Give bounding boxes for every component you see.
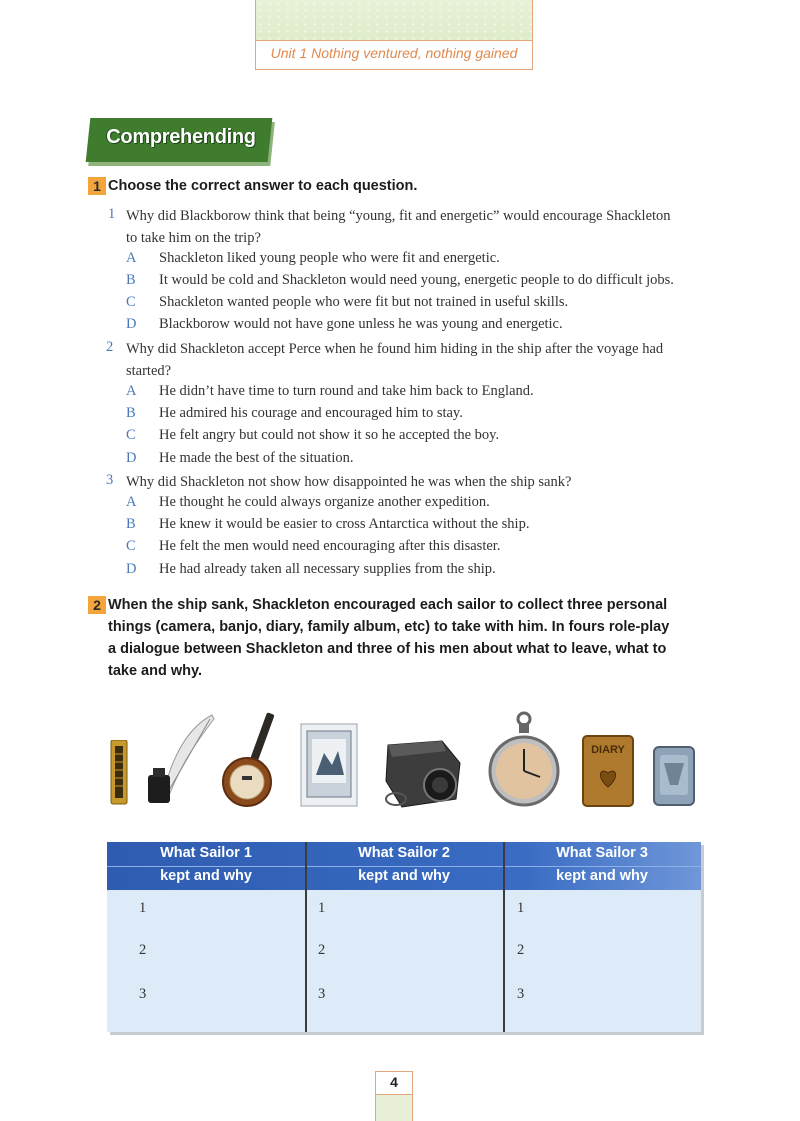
diary-icon: [582, 735, 634, 807]
row-number: 2: [139, 942, 147, 958]
question-number: 3: [106, 472, 114, 488]
row-number: 2: [318, 942, 326, 958]
exercise-1-instruction: Choose the correct answer to each question.: [108, 178, 418, 194]
camera-icon: [382, 737, 468, 811]
option-letter: A: [126, 383, 137, 399]
row-number: 3: [318, 986, 326, 1002]
option-letter: D: [126, 316, 137, 332]
lighter-icon: [652, 745, 696, 807]
exercise-2-number: 2: [88, 596, 106, 614]
row-number: 1: [517, 900, 525, 916]
question-number: 1: [108, 206, 116, 222]
header-line: What Sailor 1: [160, 845, 252, 861]
exercise-2-line: take and why.: [108, 663, 203, 679]
header-line: kept and why: [556, 868, 648, 884]
header-sailor-2: [305, 842, 503, 890]
album-icon: [300, 723, 358, 807]
row-number: 3: [517, 986, 525, 1002]
question-text: Why did Blackborow think that being “young, fit and energetic” would encourage Shackleton: [126, 208, 671, 224]
option-letter: B: [126, 405, 136, 421]
option-letter: D: [126, 561, 137, 577]
diary-label: DIARY: [591, 744, 625, 756]
option-text: He knew it would be easier to cross Antarctica without the ship.: [159, 516, 530, 532]
option-letter: C: [126, 427, 136, 443]
option-letter: C: [126, 294, 136, 310]
page-number-box: [375, 1071, 413, 1121]
column-divider: [503, 842, 505, 1032]
header-line: kept and why: [160, 868, 252, 884]
question-text-cont: started?: [126, 363, 172, 379]
question-text: Why did Shackleton not show how disappointed he was when the ship sank?: [126, 474, 572, 490]
row-number: 2: [517, 942, 525, 958]
exercise-1-number: 1: [88, 177, 106, 195]
quill-ink-icon: [142, 713, 217, 808]
option-letter: B: [126, 516, 136, 532]
option-text: He didn’t have time to turn round and take him back to England.: [159, 383, 534, 399]
unit-banner: [255, 0, 533, 70]
option-text: He thought he could always organize another expedition.: [159, 494, 490, 510]
row-number: 3: [139, 986, 147, 1002]
banjo-icon: [222, 710, 282, 810]
option-letter: A: [126, 494, 137, 510]
exercise-2-line: things (camera, banjo, diary, family album, etc) to take with him. In fours role-play: [108, 619, 670, 635]
banner-texture: [256, 0, 532, 41]
table-body: [107, 890, 701, 1032]
row-number: 1: [318, 900, 326, 916]
exercise-2-line: a dialogue between Shackleton and three of his men about what to leave, what to: [108, 641, 667, 657]
question-number: 2: [106, 339, 114, 355]
option-text: Blackborow would not have gone unless he was young and energetic.: [159, 316, 563, 332]
header-sailor-1: [107, 842, 305, 890]
page-number: 4: [390, 1074, 398, 1090]
page-number-texture: [376, 1094, 412, 1121]
harmonica-icon: [108, 740, 130, 805]
option-text: He had already taken all necessary supplies from the ship.: [159, 561, 496, 577]
row-number: 1: [139, 900, 147, 916]
option-letter: A: [126, 250, 137, 266]
option-text: Shackleton liked young people who were fit and energetic.: [159, 250, 500, 266]
column-divider: [305, 842, 307, 1032]
header-sailor-3: [503, 842, 701, 890]
option-letter: D: [126, 450, 137, 466]
question-text: Why did Shackleton accept Perce when he found him hiding in the ship after the voyage had: [126, 341, 664, 357]
pocket-watch-icon: [488, 711, 560, 811]
option-text: It would be cold and Shackleton would need young, energetic people to do difficult jobs.: [159, 272, 674, 288]
table-header: [107, 842, 701, 890]
header-line: kept and why: [358, 868, 450, 884]
personal-items-illustration: [100, 705, 700, 815]
option-letter: C: [126, 538, 136, 554]
option-text: He made the best of the situation.: [159, 450, 354, 466]
section-title: Comprehending: [106, 126, 256, 148]
sailor-table: [107, 842, 701, 1032]
question-text-cont: to take him on the trip?: [126, 230, 261, 246]
header-line: What Sailor 3: [556, 845, 648, 861]
option-text: He felt angry but could not show it so he accepted the boy.: [159, 427, 500, 443]
option-letter: B: [126, 272, 136, 288]
header-line: What Sailor 2: [358, 845, 450, 861]
option-text: Shackleton wanted people who were fit but not trained in useful skills.: [159, 294, 569, 310]
option-text: He admired his courage and encouraged him to stay.: [159, 405, 463, 421]
exercise-2-line: When the ship sank, Shackleton encouraged each sailor to collect three personal: [108, 597, 668, 613]
option-text: He felt the men would need encouraging after this disaster.: [159, 538, 501, 554]
unit-title: Unit 1 Nothing ventured, nothing gained: [270, 45, 518, 61]
